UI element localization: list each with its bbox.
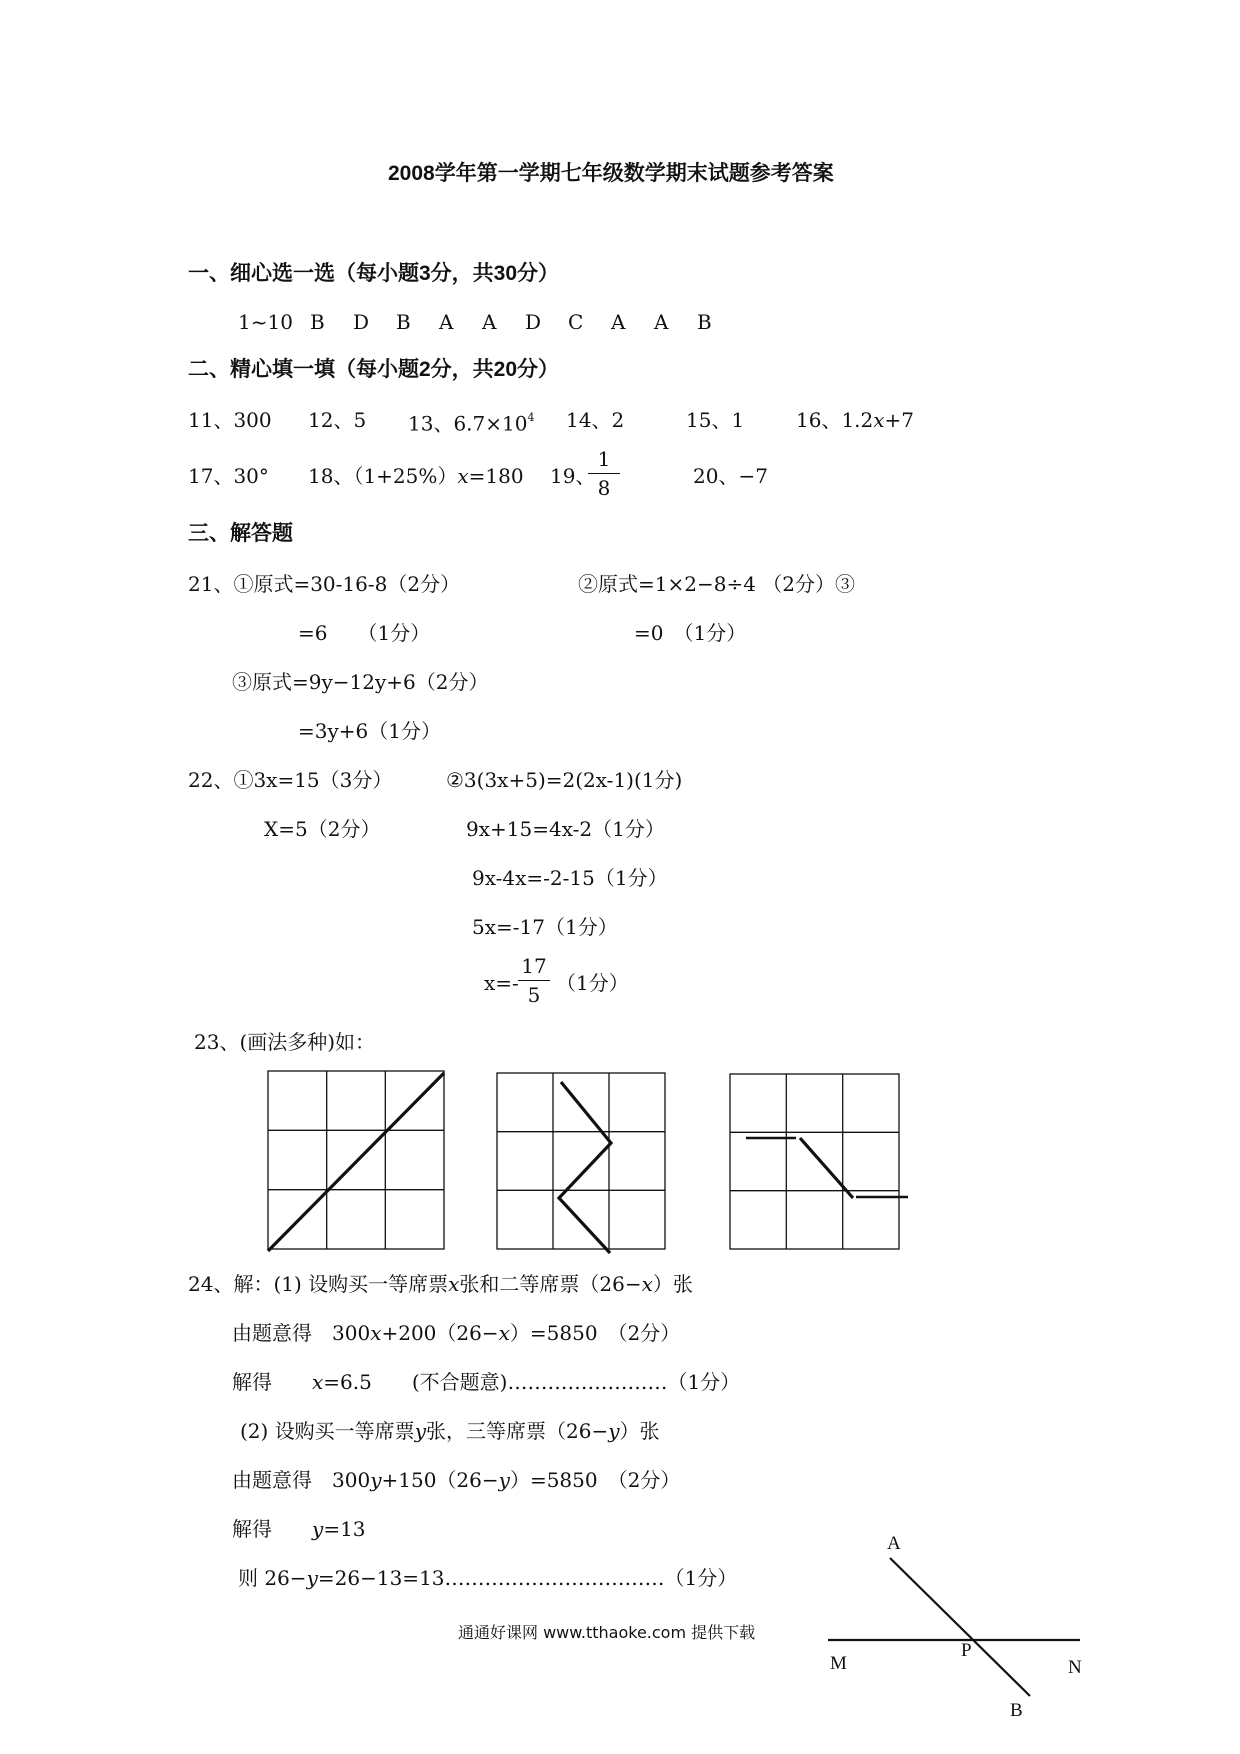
- q24-line-6: 解得 y=13: [232, 1517, 366, 1541]
- section-heading-solve: 三、解答题: [188, 522, 293, 545]
- q22-line-5-suffix: （1分）: [556, 971, 629, 995]
- fill-answer-13: 13、$6.7\times 10^4$: [408, 411, 535, 436]
- fill-answer-19-fraction: 1 8: [584, 446, 624, 501]
- q22-line-2a: X=5（2分）: [264, 817, 381, 841]
- fill-answer-18: 18、（1+25%）x=180: [308, 464, 524, 488]
- fill-answer-20: 20、−7: [693, 464, 768, 488]
- q24-line-4: (2) 设购买一等席票y张，三等席票（26−y）张: [240, 1419, 660, 1443]
- q21-line-1a: 21、①原式=30-16-8（2分）: [188, 572, 461, 596]
- point-label-p: P: [961, 1640, 972, 1661]
- q24-line-3: 解得 x=6.5 (不合题意)……………………（1分）: [232, 1370, 741, 1394]
- fill-answer-17: 17、30°: [188, 464, 269, 488]
- q24-line-1: 24、解：(1) 设购买一等席票x张和二等席票（26−x）张: [188, 1272, 693, 1296]
- choice-answer: B: [310, 310, 325, 334]
- choice-answer: A: [482, 310, 497, 334]
- fill-answer-15: 15、1: [686, 408, 745, 432]
- fill-answer-14: 14、2: [566, 408, 625, 432]
- grid-figure-1: [268, 1071, 444, 1251]
- grid-figure-3: [730, 1074, 908, 1249]
- choice-range: 1~10: [238, 310, 293, 334]
- solution-line-zigzag: [559, 1082, 611, 1253]
- intersecting-lines-figure: [828, 1558, 1080, 1696]
- choice-answer: D: [525, 310, 542, 334]
- q21-line-4: =3y+6（1分）: [298, 719, 441, 743]
- q21-line-1b: ②原式=1×2−8÷4 （2分）③: [578, 572, 856, 596]
- choice-answer: B: [396, 310, 411, 334]
- point-label-b: B: [1010, 1700, 1023, 1721]
- solution-segment-diagonal: [800, 1138, 853, 1198]
- q21-line-2a: =6 （1分）: [298, 621, 431, 645]
- q21-line-3: ③原式=9y−12y+6（2分）: [232, 670, 489, 694]
- q22-line-5-fraction: 17 5: [514, 953, 554, 1008]
- page-footer: 通通好课网 www.tthaoke.com 提供下载: [458, 1623, 756, 1642]
- choice-answer: A: [654, 310, 669, 334]
- q24-line-5: 由题意得 300y+150（26−y）=5850 （2分）: [232, 1468, 681, 1492]
- section-heading-fill: 二、精心填一填（每小题2分，共20分）: [188, 358, 560, 381]
- fill-answer-12: 12、5: [308, 408, 367, 432]
- page-title: 2008学年第一学期七年级数学期末试题参考答案: [388, 162, 834, 185]
- point-label-m: M: [830, 1653, 847, 1674]
- grid-figure-2: [497, 1073, 665, 1253]
- choice-answer: C: [568, 310, 584, 334]
- point-label-n: N: [1068, 1657, 1082, 1678]
- choice-answer: D: [353, 310, 370, 334]
- fill-answer-19-label: 19、: [550, 464, 596, 488]
- solution-line-diagonal: [268, 1073, 444, 1251]
- choice-answer: A: [611, 310, 626, 334]
- q24-line-7: 则 26−y=26−13=13……………………………（1分）: [238, 1566, 738, 1590]
- q22-line-3: 9x-4x=-2-15（1分）: [472, 866, 668, 890]
- q22-line-2b: 9x+15=4x-2（1分）: [466, 817, 665, 841]
- q22-line-5-prefix: x=-: [484, 971, 519, 995]
- choice-answer: B: [697, 310, 712, 334]
- fill-answer-16: 16、1.2x+7: [796, 408, 915, 432]
- q22-line-1a: 22、①3x=15（3分）: [188, 768, 393, 792]
- q24-line-2: 由题意得 300x+200（26−x）=5850 （2分）: [232, 1321, 681, 1345]
- q22-line-1b: ②3(3x+5)=2(2x-1)(1分): [446, 768, 683, 792]
- point-label-a: A: [887, 1533, 901, 1554]
- section-heading-choice: 一、细心选一选（每小题3分，共30分）: [188, 262, 560, 285]
- fill-answer-11: 11、300: [188, 408, 272, 432]
- q21-line-2b: =0 （1分）: [634, 621, 747, 645]
- choice-answer: A: [439, 310, 454, 334]
- line-ab: [890, 1558, 1030, 1696]
- q23-label: 23、(画法多种)如：: [194, 1030, 376, 1054]
- q22-line-4: 5x=-17（1分）: [472, 915, 618, 939]
